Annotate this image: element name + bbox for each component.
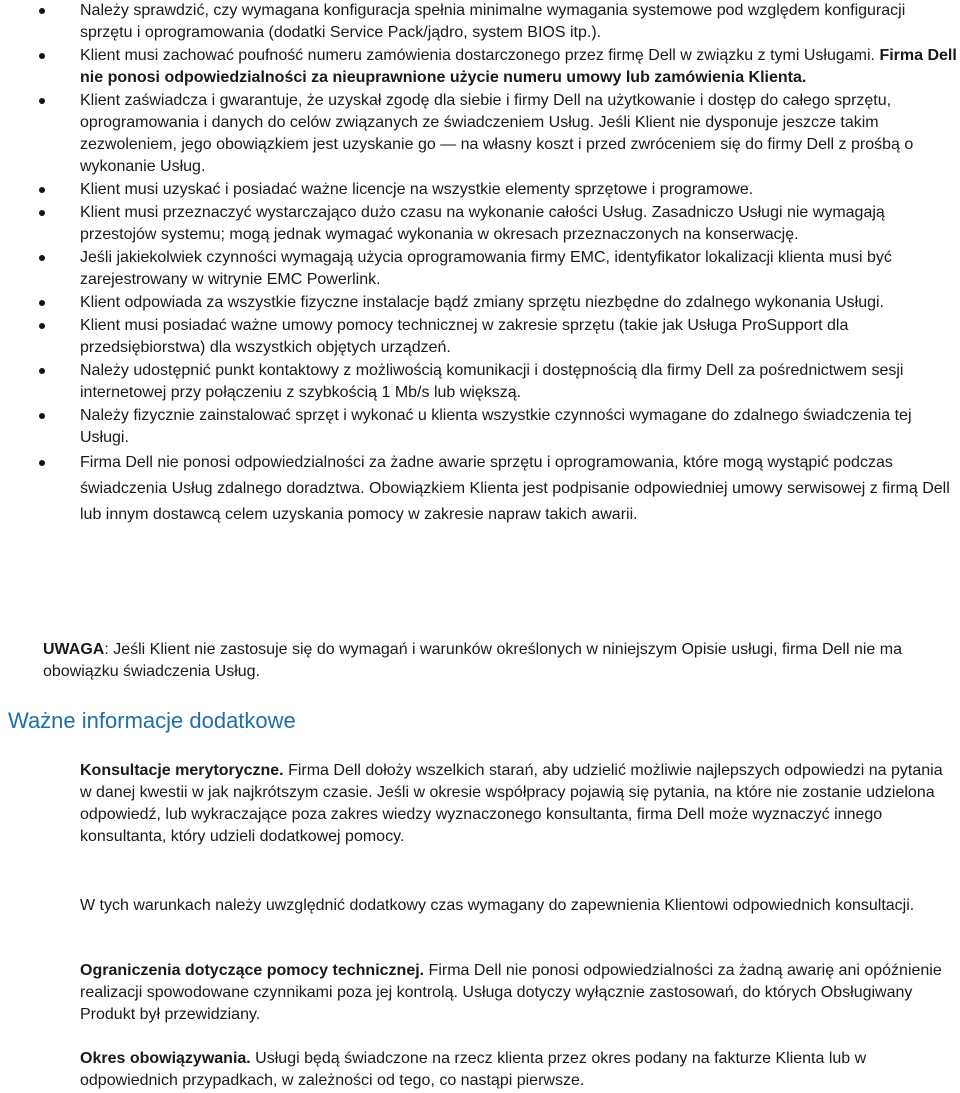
bullet-icon bbox=[39, 368, 45, 374]
list-item bbox=[0, 315, 960, 359]
section-title: Ważne informacje dodatkowe bbox=[8, 708, 296, 733]
list-item-text: Jeśli jakiekolwiek czynności wymagają użycia oprogramowania firmy EMC, identyfikator lokalizacji klienta musi być zarejestrowany w witrynie EMC Powerlink. bbox=[80, 249, 892, 288]
list-item-text: Klient musi posiadać ważne umowy pomocy technicznej w zakresie sprzętu (takie jak Usługa ProSupport dla przedsiębiorstwa) dla wszystkich objętych urządzeń. bbox=[80, 317, 849, 356]
list-item-text: Klient musi uzyskać i posiadać ważne licencje na wszystkie elementy sprzętowe i programowe. bbox=[80, 181, 754, 198]
bullet-icon bbox=[39, 300, 45, 306]
list-item bbox=[0, 0, 960, 44]
paragraph-text: Firma Dell dołoży wszelkich starań, aby udzielić możliwie najlepszych odpowiedzi na pytania w danej kwestii w jak najkrótszym czasie. Jeśli w okresie współpracy pojawią się pytania, na które nie zostanie udzielona odpowiedź, lub wykraczające poza zakres wiedzy wyznaczonego konsultanta, firma Dell może wyznaczyć innego konsultanta, który udzieli dodatkowej pomocy. bbox=[80, 762, 943, 845]
list-item bbox=[0, 247, 960, 291]
bullet-icon bbox=[39, 187, 45, 193]
paragraph-heading: Okres obowiązywania. bbox=[80, 1050, 251, 1067]
bullet-icon bbox=[39, 255, 45, 261]
note-label: UWAGA bbox=[43, 641, 105, 658]
paragraph-heading: Ograniczenia dotyczące pomocy technicznej. bbox=[80, 962, 425, 979]
paragraph-heading: Konsultacje merytoryczne. bbox=[80, 762, 284, 779]
bullet-icon bbox=[39, 98, 45, 104]
list-item-text: Klient musi zachować poufność numeru zamówienia dostarczonego przez firmę Dell w związku z tymi Usługami. bbox=[80, 47, 880, 64]
bullet-icon bbox=[39, 323, 45, 329]
note-paragraph bbox=[43, 639, 948, 683]
bullet-icon bbox=[39, 53, 45, 59]
list-item-text: Firma Dell nie ponosi odpowiedzialności za żadne awarie sprzętu i oprogramowania, które mogą wystąpić podczas świadczenia Usług zdalnego doradztwa. Obowiązkiem Klienta jest podpisanie odpowiedniej umowy serwisowej z firmą Dell lub innym dostawcą celem uzyskania pomocy w zakresie napraw takich awarii. bbox=[80, 454, 950, 523]
list-item-text: Klient odpowiada za wszystkie fizyczne instalacje bądź zmiany sprzętu niezbędne do zdalnego wykonania Usługi. bbox=[80, 294, 884, 311]
paragraph-text: Usługi będą świadczone na rzecz klienta przez okres podany na fakturze Klienta lub w odpowiednich przypadkach, w zależności od tego, co nastąpi pierwsze. bbox=[80, 1050, 867, 1089]
bullet-icon bbox=[39, 8, 45, 14]
requirements-list bbox=[0, 0, 960, 529]
paragraph-text: Firma Dell nie ponosi odpowiedzialności za żadną awarię ani opóźnienie realizacji spowodowane czynnikami poza jej kontrolą. Usługa dotyczy wyłącznie zastosowań, do których Obsługiwany Produkt był przewidziany. bbox=[80, 962, 942, 1023]
list-item bbox=[0, 450, 960, 528]
paragraph-text: W tych warunkach należy uwzględnić dodatkowy czas wymagany do zapewnienia Klientowi odpowiednich konsultacji. bbox=[80, 897, 915, 914]
list-item bbox=[0, 90, 960, 178]
paragraph-consultations bbox=[80, 760, 950, 848]
list-item-bold-text: Firma Dell nie ponosi odpowiedzialności za nieuprawnione użycie numeru umowy lub zamówienia Klienta. bbox=[80, 47, 957, 86]
list-item bbox=[0, 405, 960, 449]
list-item-text: Należy udostępnić punkt kontaktowy z możliwością komunikacji i dostępnością dla firmy Dell za pośrednictwem sesji internetowej przy połączeniu z szybkością 1 Mb/s lub większą. bbox=[80, 362, 904, 401]
paragraph-additional-time bbox=[80, 895, 950, 917]
list-item-text: Należy sprawdzić, czy wymagana konfiguracja spełnia minimalne wymagania systemowe pod względem konfiguracji sprzętu i oprogramowania (dodatki Service Pack/jądro, system BIOS itp.). bbox=[80, 2, 906, 41]
list-item-text: Należy fizycznie zainstalować sprzęt i wykonać u klienta wszystkie czynności wymagane do zdalnego świadczenia tej Usługi. bbox=[80, 407, 912, 446]
note-text: : Jeśli Klient nie zastosuje się do wymagań i warunków określonych w niniejszym Opisie usługi, firma Dell nie ma obowiązku świadczenia Usług. bbox=[43, 641, 902, 680]
paragraph-support-limits bbox=[80, 960, 950, 1026]
list-item bbox=[0, 292, 960, 314]
list-item bbox=[0, 360, 960, 404]
list-item bbox=[0, 45, 960, 89]
list-item bbox=[0, 179, 960, 201]
paragraph-term bbox=[80, 1048, 950, 1092]
bullet-icon bbox=[39, 210, 45, 216]
bullet-icon bbox=[39, 413, 45, 419]
list-item bbox=[0, 202, 960, 246]
list-item-text: Klient zaświadcza i gwarantuje, że uzyskał zgodę dla siebie i firmy Dell na użytkowanie i dostęp do całego sprzętu, oprogramowania i danych do celów związanych ze świadczeniem Usług. Jeśli Klient nie dysponuje jeszcze takim zezwoleniem, jego obowiązkiem jest uzyskanie go — na własny koszt i przed zwróceniem się do firmy Dell z prośbą o wykonanie Usług. bbox=[80, 92, 914, 175]
bullet-icon bbox=[39, 460, 45, 466]
list-item-text: Klient musi przeznaczyć wystarczająco dużo czasu na wykonanie całości Usług. Zasadniczo Usługi nie wymagają przestojów systemu; mogą jednak wymagać wykonania w okresach przeznaczonych na konserwację. bbox=[80, 204, 885, 243]
